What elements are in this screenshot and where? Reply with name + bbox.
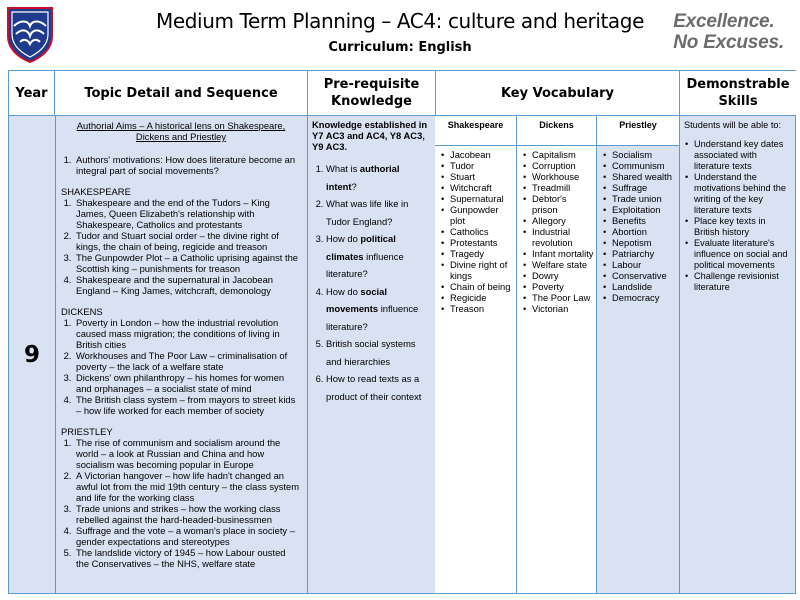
vocab-word: • Benefits [603,215,677,226]
vocab-word: • Victorian [523,303,594,314]
list-item: 2. Workhouses and The Poor Law – criminalisation of poverty – the lack of a welfare state [74,350,301,372]
header-prereq: Pre-requisite Knowledge [308,71,436,116]
list-item: 2. Tudor and Stuart social order – the divine right of kings, the chain of being, regicide and treason [74,230,301,252]
section-heading-dickens: DICKENS [61,306,103,317]
vocab-header-priestley: Priestley [597,116,679,146]
prereq-list [326,160,430,405]
authorial-aims-title: Authorial Aims – A historical lens on Shakespeare, Dickens and Priestley [76,120,286,142]
vocab-word: • Regicide [441,292,514,303]
vocab-word: • Supernatural [441,193,514,204]
skills-cell [679,116,797,593]
list-item: 3. Trade unions and strikes – how the working class rebelled against the hard-headed-businessmen [74,503,301,525]
list-item: 1. Shakespeare and the end of the Tudors – King James, Queen Elizabeth's relationship with Shakespeare, Catholics and protestants [74,197,301,230]
vocab-word: • Stuart [441,171,514,182]
vocab-word: • Divine right of kings [441,259,514,281]
vocab-word: • Treason [441,303,514,314]
list-item: • Understand the motivations behind the writing of the key literature texts [684,172,792,216]
vocab-list-shakespeare [435,146,517,593]
vocab-word: • Poverty [523,281,594,292]
list-item: 5. British social systems and hierarchies [326,335,430,370]
vocab-word: • Patriarchy [603,248,677,259]
slogan-line-2: No Excuses. [673,32,784,53]
vocab-word: • Industrial revolution [523,226,594,248]
list-item: 1. Authors' motivations: How does literature become an integral part of social movements? [74,154,301,176]
vocab-word: • Dowry [523,270,594,281]
vocab-list-priestley [597,146,679,593]
vocab-word: • Infant mortality [523,248,594,259]
list-item: 2. What was life like in Tudor England? [326,195,430,230]
page-title: Medium Term Planning – AC4: culture and heritage [156,9,644,33]
vocab-word: • Suffrage [603,182,677,193]
vocab-word: • Abortion [603,226,677,237]
vocab-word: • Tragedy [441,248,514,259]
vocab-word: • Nepotism [603,237,677,248]
planning-table [8,70,796,594]
vocab-word: • Protestants [441,237,514,248]
vocab-word: • Capitalism [523,149,594,160]
vocab-list-dickens [517,146,597,593]
vocab-word: • The Poor Law [523,292,594,303]
vocab-word: • Socialism [603,149,677,160]
prereq-lead: Knowledge established in Y7 AC3 and AC4, Y8 AC3, Y9 AC3. [312,119,428,152]
header-topic: Topic Detail and Sequence [55,71,308,116]
list-item: • Understand key dates associated with literature texts [684,139,792,172]
header-year: Year [9,71,55,116]
vocab-word: • Exploitation [603,204,677,215]
year-value: 9 [23,341,40,368]
vocab-word: • Allegory [523,215,594,226]
vocab-word: • Witchcraft [441,182,514,193]
vocab-header-shakespeare: Shakespeare [435,116,517,146]
priestley-topics [74,437,301,569]
vocab-word: • Welfare state [523,259,594,270]
vocab-word: • Corruption [523,160,594,171]
slogan-line-1: Excellence. [673,11,775,32]
list-item: 4. The British class system – from mayors to street kids – how life worked for each member of society [74,394,301,416]
list-item: • Challenge revisionist literature [684,271,792,293]
vocab-word: • Treadmill [523,182,594,193]
dickens-topics [74,317,301,416]
vocab-word: • Gunpowder plot [441,204,514,226]
list-item: 5. The landslide victory of 1945 – how Labour ousted the Conservatives – the NHS, welfare state [74,547,301,569]
skills-lead: Students will be able to: [684,120,782,130]
vocab-word: • Debtor's prison [523,193,594,215]
topic-cell [55,116,307,593]
list-item: 4. How do social movements influence literature? [326,283,430,336]
shakespeare-topics [74,197,301,296]
header-skills: Demonstrable Skills [680,71,796,116]
vocab-word: • Democracy [603,292,677,303]
vocab-word: • Landslide [603,281,677,292]
list-item: 4. Shakespeare and the supernatural in Jacobean England – King James, witchcraft, demonology [74,274,301,296]
intro-list [74,154,301,176]
vocab-word: • Chain of being [441,281,514,292]
vocab-word: • Communism [603,160,677,171]
list-item: 3. The Gunpowder Plot – a Catholic uprising against the Scottish king – punishments for treason [74,252,301,274]
vocab-word: • Trade union [603,193,677,204]
list-item: 2. A Victorian hangover – how life hadn't changed an awful lot from the mid 19th century – the class system and life for the working class [74,470,301,503]
vocab-header-dickens: Dickens [517,116,597,146]
school-slogan [673,11,784,53]
page-subtitle: Curriculum: English [328,40,472,55]
vocab-word: • Tudor [441,160,514,171]
page-header [0,0,800,64]
prereq-cell [307,116,435,593]
list-item: • Evaluate literature's influence on social and political movements [684,238,792,271]
list-item: 4. Suffrage and the vote – a woman's place in society – gender expectations and stereotypes [74,525,301,547]
vocab-word: • Jacobean [441,149,514,160]
list-item: 1. What is authorial intent? [326,160,430,195]
vocab-cell [435,116,679,593]
vocab-word: • Shared wealth [603,171,677,182]
list-item: 1. The rise of communism and socialism around the world – a look at Russian and China and how socialism was becoming popular in Europe [74,437,301,470]
list-item: 3. Dickens' own philanthropy – his homes for women and orphanages – a socialist state of mind [74,372,301,394]
list-item: 3. How do political climates influence literature? [326,230,430,283]
section-heading-priestley: PRIESTLEY [61,426,113,437]
header-vocab: Key Vocabulary [436,71,680,116]
skills-list [684,139,792,293]
list-item: 6. How to read texts as a product of their context [326,370,430,405]
list-item: • Place key texts in British history [684,216,792,238]
vocab-word: • Labour [603,259,677,270]
list-item: 1. Poverty in London – how the industrial revolution caused mass migration; the conditions of living in British cities [74,317,301,350]
vocab-word: • Catholics [441,226,514,237]
vocab-word: • Conservative [603,270,677,281]
vocab-word: • Workhouse [523,171,594,182]
section-heading-shakespeare: SHAKESPEARE [61,186,131,197]
